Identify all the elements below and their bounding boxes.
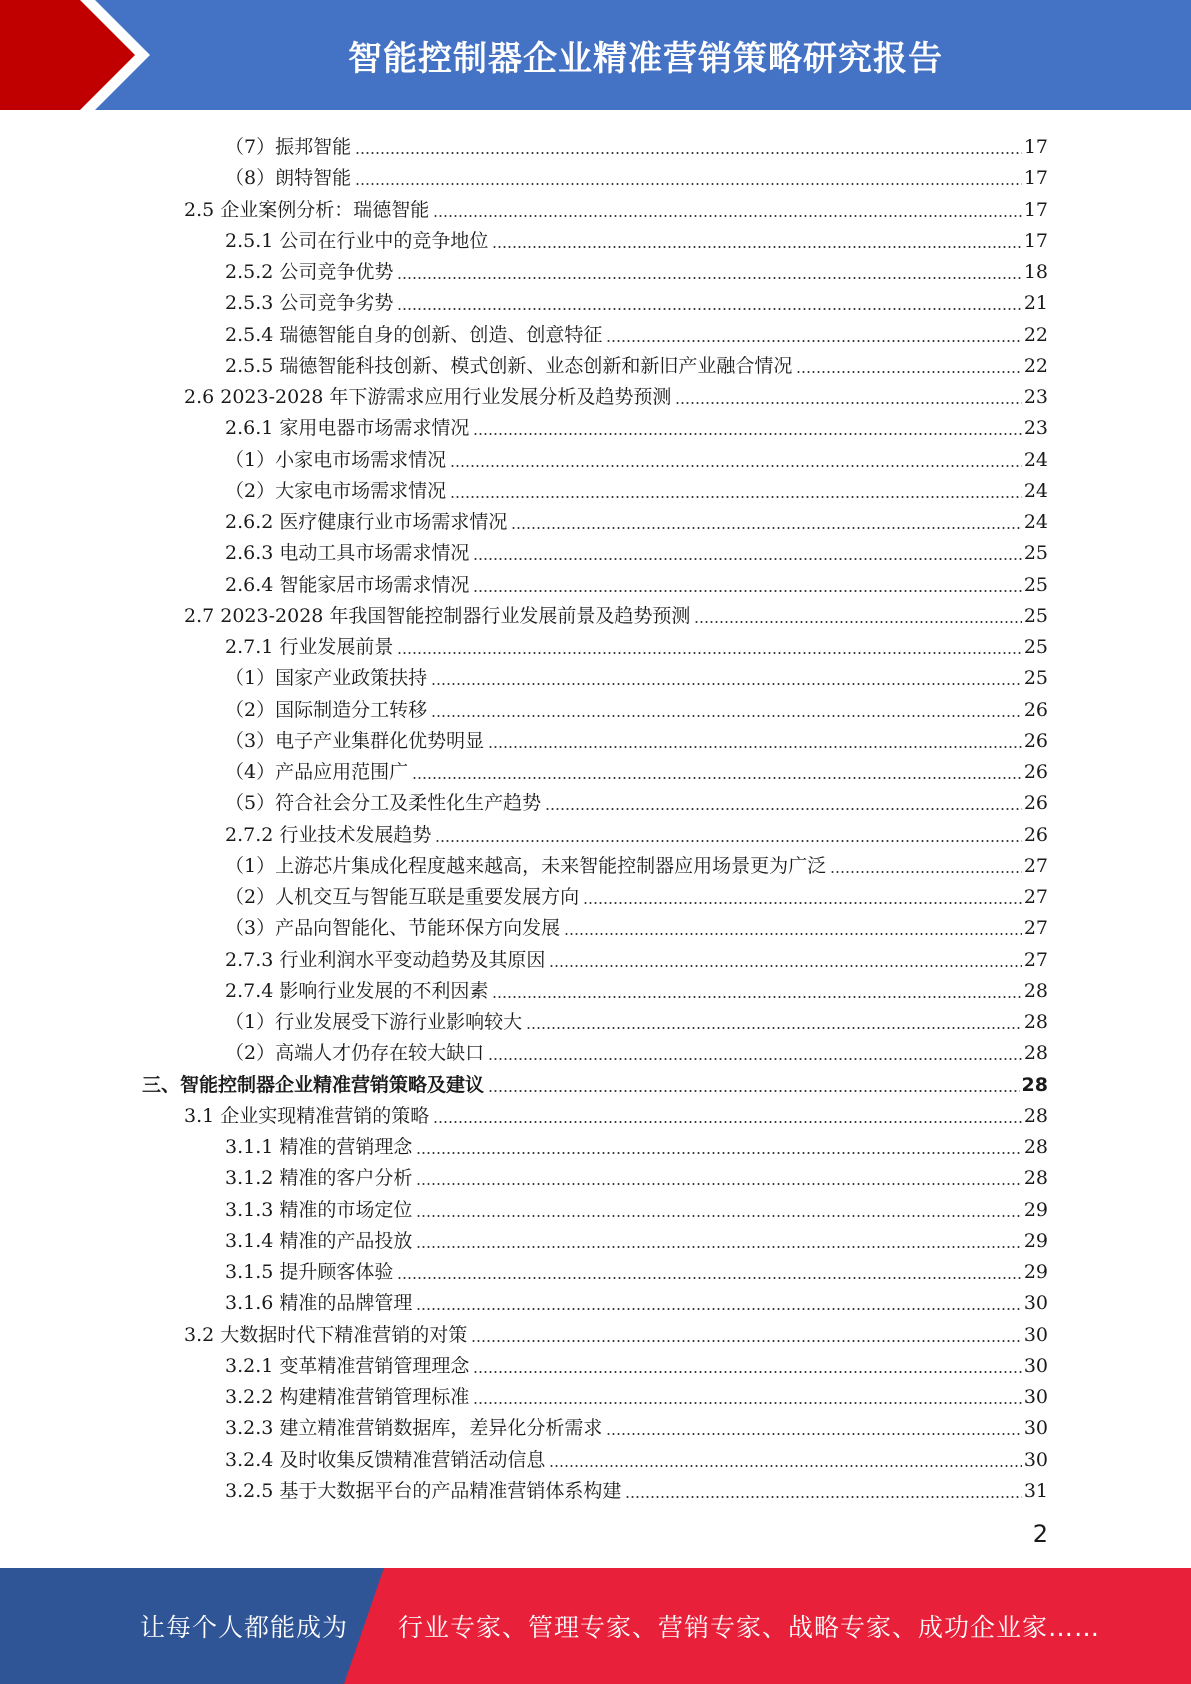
dot-leader: [473, 590, 1021, 592]
dot-leader: [526, 1027, 1022, 1029]
toc-entry[interactable]: [225, 253, 1048, 284]
toc-entry-label: 2.6.2 医疗健康行业市场需求情况: [225, 511, 508, 533]
toc-entry-label: 3.1.1 精准的营销理念: [225, 1136, 413, 1158]
toc-entry[interactable]: [225, 1034, 1048, 1065]
toc-entry-page: 17: [1023, 136, 1048, 158]
toc-entry[interactable]: [225, 1441, 1048, 1472]
page-number: 2: [1032, 1520, 1048, 1548]
toc-entry-label: 2.5.5 瑞德智能科技创新、模式创新、业态创新和新旧产业融合情况: [225, 354, 793, 377]
dot-leader: [549, 965, 1021, 967]
toc-entry[interactable]: [184, 1097, 1048, 1128]
toc-entry-page: 27: [1023, 886, 1048, 908]
toc-entry[interactable]: [184, 191, 1048, 222]
dot-leader: [416, 1152, 1021, 1154]
toc-entry[interactable]: [184, 378, 1048, 409]
toc-entry-label: （3）产品向智能化、节能环保方向发展: [225, 917, 561, 940]
toc-entry[interactable]: [225, 1003, 1048, 1034]
dot-leader: [397, 652, 1021, 654]
dot-leader: [606, 1433, 1021, 1435]
dot-leader: [488, 1058, 1022, 1060]
toc-entry-label: 2.6.3 电动工具市场需求情况: [225, 542, 470, 565]
toc-entry-label: 2.6 2023-2028 年下游需求应用行业发展分析及趋势预测: [184, 386, 672, 408]
dot-leader: [796, 371, 1021, 373]
dot-leader: [431, 715, 1022, 717]
toc-entry-page: 28: [1023, 1011, 1048, 1033]
toc-entry-page: 26: [1023, 823, 1048, 846]
toc-entry[interactable]: [225, 659, 1048, 690]
toc-entry-label: 3.2.4 及时收集反馈精准营销活动信息: [225, 1448, 546, 1471]
toc-entry-label: 2.7.2 行业技术发展趋势: [225, 823, 432, 846]
toc-entry-page: 30: [1023, 1292, 1048, 1315]
toc-entry-page: 28: [1023, 979, 1048, 1002]
toc-entry-page: 26: [1023, 698, 1048, 721]
toc-entry-label: （2）高端人才仍存在较大缺口: [225, 1042, 485, 1065]
toc-entry[interactable]: [225, 503, 1048, 534]
toc-entry-page: 28: [1023, 1136, 1048, 1158]
toc-entry[interactable]: [225, 441, 1048, 472]
toc-entry-label: 3.2.5 基于大数据平台的产品精准营销体系构建: [225, 1479, 622, 1502]
toc-entry-page: 22: [1023, 323, 1048, 346]
toc-entry-page: 25: [1023, 542, 1048, 565]
toc-entry[interactable]: [225, 628, 1048, 659]
toc-entry-label: 2.7.1 行业发展前景: [225, 636, 394, 658]
toc-entry-label: （1）国家产业政策扶持: [225, 667, 428, 690]
toc-entry[interactable]: [225, 409, 1048, 440]
toc-entry-page: 25: [1023, 667, 1048, 690]
toc-entry-label: 2.7.4 影响行业发展的不利因素: [225, 979, 489, 1002]
dot-leader: [412, 777, 1022, 779]
dot-leader: [606, 340, 1021, 342]
toc-entry-page: 28: [1021, 1073, 1048, 1096]
toc-entry-label: （3）电子产业集群化优势明显: [225, 729, 485, 752]
toc-entry-page: 17: [1023, 198, 1048, 221]
toc-entry-label: （2）大家电市场需求情况: [225, 479, 447, 502]
toc-entry-page: 27: [1023, 854, 1048, 877]
toc-entry-label: 2.5.1 公司在行业中的竞争地位: [225, 229, 489, 252]
dot-leader: [564, 933, 1022, 935]
toc-entry-page: 17: [1023, 229, 1048, 252]
dot-leader: [433, 1121, 1022, 1123]
toc-entry[interactable]: [225, 347, 1048, 378]
toc-entry[interactable]: [225, 284, 1048, 315]
toc-entry-label: 2.6.4 智能家居市场需求情况: [225, 573, 470, 596]
toc-entry-label: 2.5 企业案例分析：瑞德智能: [184, 198, 430, 221]
footer-banner: [0, 1568, 1191, 1684]
dot-leader: [549, 1465, 1021, 1467]
toc-entry[interactable]: [225, 972, 1048, 1003]
dot-leader: [694, 621, 1021, 623]
toc-entry-label: 3.1 企业实现精准营销的策略: [184, 1104, 430, 1127]
toc-entry[interactable]: [225, 753, 1048, 784]
toc-entry-page: 24: [1023, 448, 1048, 471]
toc-entry[interactable]: [225, 1253, 1048, 1284]
toc-entry-label: 3.1.4 精准的产品投放: [225, 1229, 413, 1252]
toc-entry[interactable]: [225, 159, 1048, 190]
toc-entry[interactable]: [225, 472, 1048, 503]
toc-entry[interactable]: [225, 1159, 1048, 1190]
toc-entry-label: 3.1.3 精准的市场定位: [225, 1198, 413, 1221]
toc-entry-label: 3.1.2 精准的客户分析: [225, 1167, 413, 1190]
toc-entry-page: 17: [1023, 167, 1048, 190]
toc-entry-page: 18: [1023, 261, 1048, 283]
toc-entry-page: 27: [1023, 917, 1048, 940]
toc-entry[interactable]: [225, 1347, 1048, 1378]
dot-leader: [397, 1277, 1021, 1279]
dot-leader: [511, 527, 1021, 529]
toc-entry-label: 2.5.3 公司竞争劣势: [225, 292, 394, 315]
toc-entry-page: 28: [1023, 1042, 1048, 1065]
toc-entry-page: 22: [1023, 354, 1048, 377]
dot-leader: [471, 1340, 1022, 1342]
toc-entry-page: 23: [1023, 386, 1048, 408]
toc-entry[interactable]: [225, 722, 1048, 753]
dot-leader: [488, 746, 1022, 748]
toc-entry[interactable]: [225, 128, 1048, 159]
toc-entry-page: 26: [1023, 729, 1048, 752]
toc-entry-label: （7）振邦智能: [225, 136, 352, 158]
toc-entry[interactable]: [225, 1409, 1048, 1440]
toc-entry-label: 三、智能控制器企业精准营销策略及建议: [142, 1073, 485, 1096]
toc-entry-page: 25: [1023, 573, 1048, 596]
toc-entry-label: （8）朗特智能: [225, 167, 352, 190]
toc-entry[interactable]: [184, 597, 1048, 628]
toc-entry[interactable]: [225, 534, 1048, 565]
dot-leader: [416, 1308, 1021, 1310]
dot-leader: [473, 558, 1021, 560]
toc-entry[interactable]: [225, 816, 1048, 847]
dot-leader: [431, 683, 1022, 685]
report-title: 智能控制器企业精准营销策略研究报告: [348, 38, 943, 79]
dot-leader: [473, 1402, 1021, 1404]
dot-leader: [355, 183, 1022, 185]
dot-leader: [397, 308, 1021, 310]
dot-leader: [830, 871, 1022, 873]
footer-slogan-right: 行业专家、管理专家、营销专家、战略专家、成功企业家……: [398, 1613, 1101, 1642]
toc-entry[interactable]: [225, 1472, 1048, 1503]
dot-leader: [492, 996, 1021, 998]
toc-entry-label: （1）行业发展受下游行业影响较大: [225, 1011, 523, 1033]
toc-entry[interactable]: [225, 847, 1048, 878]
toc-entry-label: 3.2.1 变革精准营销管理理念: [225, 1354, 470, 1377]
dot-leader: [625, 1496, 1021, 1498]
toc-entry[interactable]: [225, 941, 1048, 972]
toc-entry-page: 26: [1023, 761, 1048, 783]
toc-entry-page: 24: [1023, 511, 1048, 533]
toc-entry-page: 30: [1023, 1386, 1048, 1408]
toc-entry[interactable]: [225, 222, 1048, 253]
toc-entry[interactable]: [225, 1128, 1048, 1159]
toc-entry[interactable]: [225, 691, 1048, 722]
dot-leader: [450, 465, 1022, 467]
dot-leader: [583, 902, 1022, 904]
toc-entry-label: （2）国际制造分工转移: [225, 698, 428, 721]
toc-entry[interactable]: [225, 1284, 1048, 1315]
toc-entry[interactable]: [225, 1378, 1048, 1409]
toc-entry[interactable]: [225, 878, 1048, 909]
toc-entry-label: 2.6.1 家用电器市场需求情况: [225, 417, 470, 440]
toc-entry[interactable]: [225, 909, 1048, 940]
dot-leader: [433, 215, 1022, 217]
toc-entry-page: 26: [1023, 792, 1048, 815]
toc-entry[interactable]: [225, 316, 1048, 347]
footer-slogan-left: 让每个人都能成为: [140, 1613, 349, 1642]
toc-entry-label: 2.7 2023-2028 年我国智能控制器行业发展前景及趋势预测: [184, 604, 691, 627]
toc-entry-label: 2.5.2 公司竞争优势: [225, 261, 394, 283]
toc-entry-label: 2.5.4 瑞德智能自身的创新、创造、创意特征: [225, 323, 603, 346]
toc-entry-label: （2）人机交互与智能互联是重要发展方向: [225, 886, 580, 908]
toc-entry[interactable]: [225, 1222, 1048, 1253]
toc-entry-label: （1）上游芯片集成化程度越来越高，未来智能控制器应用场景更为广泛: [225, 854, 827, 877]
dot-leader: [488, 1090, 1020, 1092]
header-banner: [0, 0, 1191, 110]
toc-entry-page: 29: [1023, 1229, 1048, 1252]
dot-leader: [450, 496, 1022, 498]
toc-entry-page: 30: [1023, 1354, 1048, 1377]
toc-entry-label: 3.1.6 精准的品牌管理: [225, 1292, 413, 1315]
dot-leader: [545, 808, 1022, 810]
toc-entry-label: 3.2.2 构建精准营销管理标准: [225, 1386, 470, 1408]
toc-entry[interactable]: [225, 566, 1048, 597]
dot-leader: [473, 433, 1021, 435]
dot-leader: [416, 1246, 1021, 1248]
toc-entry-page: 29: [1023, 1261, 1048, 1283]
toc-entry-label: （5）符合社会分工及柔性化生产趋势: [225, 792, 542, 815]
dot-leader: [473, 1371, 1021, 1373]
toc-entry-page: 28: [1023, 1104, 1048, 1127]
toc-entry-page: 23: [1023, 417, 1048, 440]
toc-entry[interactable]: [225, 1191, 1048, 1222]
toc-entry-page: 21: [1023, 292, 1048, 315]
toc-entry-page: 25: [1023, 604, 1048, 627]
toc-entry[interactable]: [225, 784, 1048, 815]
toc-entry-label: 3.2.3 建立精准营销数据库，差异化分析需求: [225, 1417, 603, 1440]
toc-entry-label: 2.7.3 行业利润水平变动趋势及其原因: [225, 948, 546, 971]
toc-entry-label: 3.1.5 提升顾客体验: [225, 1261, 394, 1283]
dot-leader: [416, 1183, 1021, 1185]
toc-entry[interactable]: [142, 1066, 1048, 1097]
toc-entry-label: （4）产品应用范围广: [225, 761, 409, 783]
toc-entry[interactable]: [184, 1316, 1048, 1347]
toc-entry-label: 3.2 大数据时代下精准营销的对策: [184, 1323, 468, 1346]
toc-entry-page: 28: [1023, 1167, 1048, 1190]
dot-leader: [435, 840, 1021, 842]
toc-entry-label: （1）小家电市场需求情况: [225, 448, 447, 471]
toc-entry-page: 29: [1023, 1198, 1048, 1221]
dot-leader: [355, 152, 1022, 154]
dot-leader: [675, 402, 1021, 404]
toc-entry-page: 30: [1023, 1417, 1048, 1440]
toc-entry-page: 31: [1023, 1479, 1048, 1502]
toc-entry-page: 25: [1023, 636, 1048, 658]
toc-entry-page: 30: [1023, 1448, 1048, 1471]
dot-leader: [492, 246, 1021, 248]
toc-entry-page: 27: [1023, 948, 1048, 971]
toc-entry-page: 30: [1023, 1323, 1048, 1346]
dot-leader: [397, 277, 1021, 279]
toc-entry-page: 24: [1023, 479, 1048, 502]
dot-leader: [416, 1215, 1021, 1217]
chevron-arrow-icon: [0, 0, 160, 110]
